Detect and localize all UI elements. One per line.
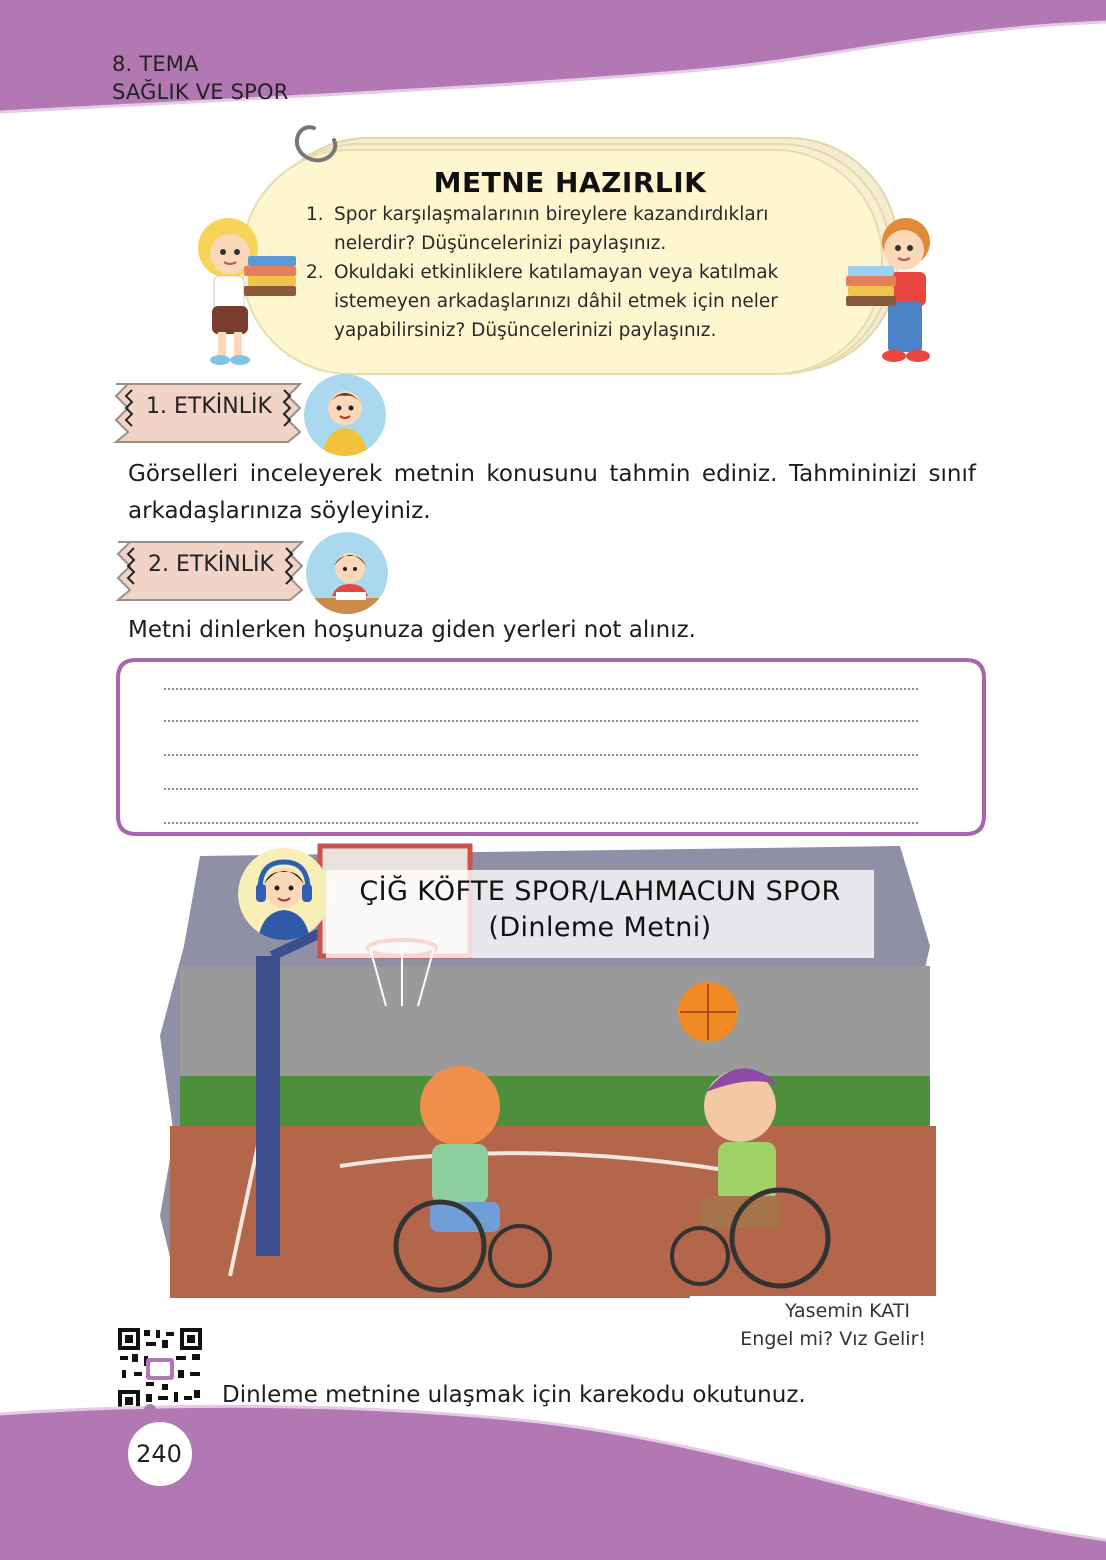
boy-with-headphones-avatar bbox=[238, 848, 330, 940]
note-line[interactable] bbox=[164, 720, 918, 722]
prep-question-text: Okuldaki etkinliklere katılamayan veya katılmak istemeyen arkadaşlarınızı dâhil etmek için neler yapabilirsiniz? Düşüncelerinizi paylaşınız. bbox=[334, 262, 779, 341]
boy-talking-avatar bbox=[304, 374, 386, 456]
theme-number: 8. TEMA bbox=[112, 52, 199, 76]
notes-box bbox=[114, 656, 988, 838]
qr-instruction: Dinleme metnine ulaşmak için karekodu okutunuz. bbox=[222, 1382, 806, 1408]
activity-1-instruction: Görselleri inceleyerek metnin konusunu tahmin ediniz. Tahmininizi sınıf arkadaşlarınıza söyleyiniz. bbox=[128, 461, 976, 524]
theme-name: SAĞLIK VE SPOR bbox=[112, 80, 289, 104]
activity-1-label: 1. ETKİNLİK bbox=[146, 394, 272, 419]
story-book-title: Engel mi? Vız Gelir! bbox=[740, 1328, 926, 1350]
note-line[interactable] bbox=[164, 788, 918, 790]
footer-wave bbox=[0, 1400, 1106, 1560]
prep-question-1 bbox=[306, 200, 846, 258]
story-subtitle: (Dinleme Metni) bbox=[488, 912, 712, 943]
note-line[interactable] bbox=[164, 822, 918, 824]
girl-writing-avatar bbox=[306, 532, 388, 614]
activity-2-instruction: Metni dinlerken hoşunuza giden yerleri not alınız. bbox=[128, 617, 696, 643]
story-title: ÇİĞ KÖFTE SPOR/LAHMACUN SPOR bbox=[359, 876, 841, 907]
prep-question-number: 2. bbox=[306, 262, 324, 283]
story-title-block bbox=[330, 874, 870, 946]
prep-question-2 bbox=[306, 258, 846, 345]
story-author: Yasemin KATI bbox=[785, 1300, 910, 1322]
note-line[interactable] bbox=[164, 754, 918, 756]
girl-with-books-illustration bbox=[190, 210, 302, 370]
boy-with-books-illustration bbox=[842, 210, 942, 370]
note-line[interactable] bbox=[164, 688, 918, 690]
prep-question-text: Spor karşılaşmalarının bireylere kazandırdıkları nelerdir? Düşüncelerinizi paylaşınız. bbox=[334, 204, 769, 254]
prep-title: METNE HAZIRLIK bbox=[433, 166, 707, 199]
activity-2-label: 2. ETKİNLİK bbox=[148, 552, 274, 577]
page-number: 240 bbox=[136, 1440, 182, 1468]
prep-question-number: 1. bbox=[306, 204, 324, 225]
